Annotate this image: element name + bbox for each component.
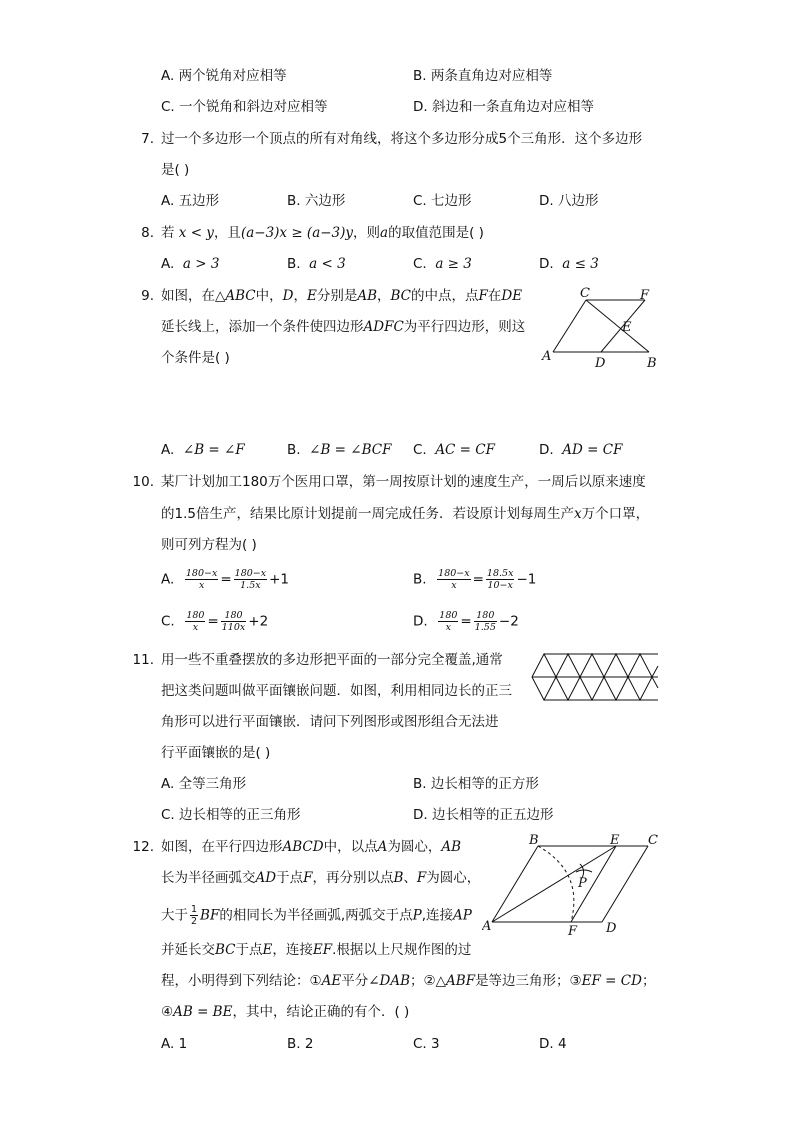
q9-figure-parallelogram (538, 284, 666, 374)
q11-number: 11. (132, 652, 154, 668)
q11-option-c: C. 边长相等的正三角形 (161, 807, 301, 823)
q10-option-c: C. $\frac{180}{x}$ = $\frac{180}{110x}$ +2 (161, 610, 269, 633)
q9-label-b: B (647, 356, 657, 371)
q7-number: 7. (141, 131, 154, 147)
q11-option-d: D. 边长相等的正五边形 (413, 807, 554, 823)
q12-option-b: B. 2 (287, 1036, 314, 1052)
q8-option-a: A. a > 3 (161, 256, 220, 272)
q9-label-d: D (595, 356, 606, 371)
q12-label-a: A (482, 919, 492, 934)
q8-stem: 若 x < y，且(a−3)x ≥ (a−3)y，则a的取值范围是( ) (161, 225, 484, 241)
q6-option-b: B. 两条直角边对应相等 (413, 68, 553, 84)
q11-option-b: B. 边长相等的正方形 (413, 776, 539, 792)
q7-stem-line2: 是( ) (161, 162, 190, 178)
q7-option-c: C. 七边形 (413, 193, 472, 209)
q11-stem-line3: 角形可以进行平面镶嵌．请问下列图形或图形组合无法进 (161, 714, 499, 730)
q6-option-d: D. 斜边和一条直角边对应相等 (413, 99, 594, 115)
q9-option-d: D. AD = CF (539, 442, 623, 458)
q9-option-b: B. ∠B = ∠BCF (287, 442, 392, 458)
q12-option-c: C. 3 (413, 1036, 440, 1052)
q11-stem-line1: 用一些不重叠摆放的多边形把平面的一部分完全覆盖,通常 (161, 652, 503, 668)
q12-stem-line6: ④AB = BE，其中，结论正确的有个．( ) (161, 1004, 410, 1020)
q10-option-b: B. $\frac{180-x}{x}$ = $\frac{18.5x}{10-x}$ −1 (413, 568, 537, 591)
q12-stem-line2: 长为半径画弧交AD于点F，再分别以点B、F为圆心， (161, 870, 481, 886)
q12-stem-line3: 大于 $\frac{1}{2}$ BF的相同长为半径画弧,两弧交于点P,连接AP (161, 904, 472, 927)
q9-label-e: E (622, 320, 632, 335)
q7-stem-line1: 过一个多边形一个顶点的所有对角线，将这个多边形分成5个三角形．这个多边形 (161, 131, 643, 147)
q10-number: 10. (132, 474, 154, 490)
q11-stem-line2: 把这类问题叫做平面镶嵌问题．如图，利用相同边长的正三 (161, 683, 512, 699)
q10-option-a: A. $\frac{180-x}{x}$ = $\frac{180-x}{1.5x}$ +1 (161, 568, 290, 591)
q10-stem-line1: 某厂计划加工180万个医用口罩，第一周按原计划的速度生产，一周后以原来速度 (161, 474, 646, 490)
q9-stem-line1: 如图，在△ABC中，D，E分别是AB，BC的中点，点F在DE (161, 288, 523, 304)
q12-stem-line4: 并延长交BC于点E，连接EF.根据以上尺规作图的过 (161, 942, 472, 958)
q12-label-e: E (610, 833, 620, 848)
q9-number: 9. (141, 288, 154, 304)
q8-number: 8. (141, 225, 154, 241)
q12-stem-line1: 如图，在平行四边形ABCD中，以点A为圆心，AB (161, 839, 461, 855)
q9-option-a: A. ∠B = ∠F (161, 442, 245, 458)
q12-label-b: B (529, 833, 539, 848)
q9-label-a: A (542, 349, 552, 364)
q11-figure-triangle-tessellation (530, 650, 660, 706)
q9-label-c: C (580, 286, 590, 301)
q7-option-a: A. 五边形 (161, 193, 220, 209)
q8-option-b: B. a < 3 (287, 256, 346, 272)
q10-option-d: D. $\frac{180}{x}$ = $\frac{180}{1.55}$ −2 (413, 610, 519, 633)
q12-option-d: D. 4 (539, 1036, 567, 1052)
q9-label-f: F (640, 288, 650, 303)
q6-option-c: C. 一个锐角和斜边对应相等 (161, 99, 328, 115)
q12-label-c: C (648, 833, 658, 848)
q9-stem-line2: 延长线上，添加一个条件使四边形ADFC为平行四边形，则这 (161, 319, 526, 335)
q12-label-f: F (568, 924, 578, 939)
q10-stem-line3: 则可列方程为( ) (161, 537, 257, 553)
q8-option-d: D. a ≤ 3 (539, 256, 599, 272)
q9-stem-line3: 个条件是( ) (161, 350, 230, 366)
q12-stem-line5: 程，小明得到下列结论：①AE平分∠DAB；②△ABF是等边三角形；③EF = CD； (161, 973, 656, 989)
q11-option-a: A. 全等三角形 (161, 776, 247, 792)
q7-option-d: D. 八边形 (539, 193, 599, 209)
q11-stem-line4: 行平面镶嵌的是( ) (161, 745, 271, 761)
q12-figure-parallelogram-construction (482, 832, 672, 940)
q7-option-b: B. 六边形 (287, 193, 346, 209)
q12-label-d: D (606, 921, 617, 936)
q12-label-p: P (578, 876, 587, 891)
q6-option-a: A. 两个锐角对应相等 (161, 68, 287, 84)
q9-option-c: C. AC = CF (413, 442, 495, 458)
q12-option-a: A. 1 (161, 1036, 188, 1052)
q10-stem-line2: 的1.5倍生产，结果比原计划提前一周完成任务．若设原计划每周生产x万个口罩， (161, 506, 650, 522)
q8-option-c: C. a ≥ 3 (413, 256, 472, 272)
q12-number: 12. (132, 839, 154, 855)
